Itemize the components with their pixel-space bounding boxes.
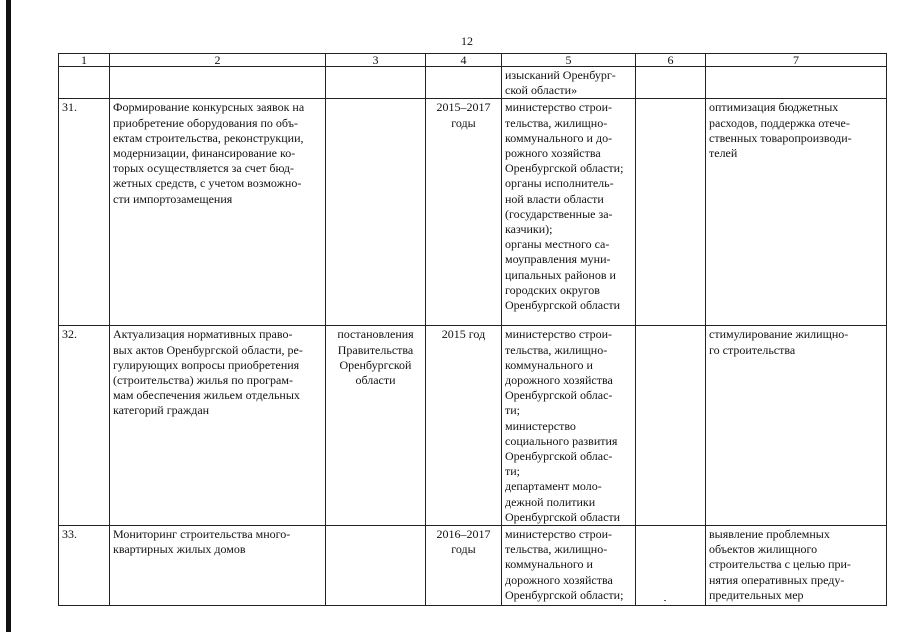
cell-text-line: оптимизация бюджетных <box>709 100 839 115</box>
cell-text-line: тельства, жилищно- <box>505 342 608 357</box>
cell-text-line: мам обеспечения жильем отдельных <box>113 388 300 403</box>
column-number: 2 <box>110 54 326 67</box>
cell-text-line: вых актов Оренбургской области, ре- <box>113 342 303 357</box>
cell-text-line: министерство <box>505 418 576 433</box>
cell-text-line: тельства, жилищно- <box>505 115 608 130</box>
period-cell <box>426 326 502 526</box>
cell-text-line: сти импортозамещения <box>113 191 233 206</box>
column-number: 1 <box>59 54 110 67</box>
cell-text-line: Оренбургской области; <box>505 587 624 602</box>
cell-text-line: дежной политики <box>505 494 596 509</box>
column-6-cell <box>636 67 706 99</box>
cell-text-line: строительства с целью при- <box>709 557 851 572</box>
cell-text-line: ципальных районов и <box>505 267 616 282</box>
table-row <box>59 326 887 526</box>
document-cell <box>326 67 426 99</box>
result-cell <box>706 326 887 526</box>
activity-cell <box>110 67 326 99</box>
cell-text-line: министерство строи- <box>505 527 613 542</box>
period-cell <box>426 99 502 326</box>
plan-table <box>58 53 887 606</box>
executors-cell <box>502 526 636 606</box>
cell-text-line: ной власти области <box>505 191 604 206</box>
cell-text-line: изысканий Оренбург- <box>505 68 616 82</box>
cell-text-line: го строительства <box>709 342 796 357</box>
cell-text-line: Оренбургской <box>339 357 412 372</box>
column-number: 4 <box>426 54 502 67</box>
period-cell <box>426 526 502 606</box>
cell-text-line: нятия оперативных преду- <box>709 572 845 587</box>
cell-text-line: Оренбургской облас- <box>505 388 613 403</box>
result-cell <box>706 99 887 326</box>
cell-text-line: казчики); <box>505 222 553 237</box>
table-row <box>59 99 887 326</box>
table-row <box>59 526 887 606</box>
cell-text-line: ектам строительства, реконструкции, <box>113 130 304 145</box>
cell-text-line: дорожного хозяйства <box>505 373 613 388</box>
cell-text-line: стимулирование жилищно- <box>709 327 849 342</box>
cell-text-line: Формирование конкурсных заявок на <box>113 100 305 115</box>
column-6-cell <box>636 526 706 606</box>
executors-cell <box>502 326 636 526</box>
cell-text-line: органы местного са- <box>505 237 610 252</box>
cell-text-line: департамент моло- <box>505 479 602 494</box>
cell-text-line: Оренбургской области <box>505 298 621 313</box>
cell-text-line: ской области» <box>505 83 578 98</box>
cell-text-line: Правительства <box>337 342 414 357</box>
cell-text-line: предительных мер <box>709 587 804 602</box>
page-edge-bar <box>6 0 11 632</box>
cell-text-line: телей <box>709 146 738 161</box>
cell-text-line: квартирных жилых домов <box>113 542 246 557</box>
cell-text-line: годы <box>451 542 476 557</box>
cell-text-line: годы <box>451 115 476 130</box>
row-number-cell <box>59 67 110 99</box>
cell-text-line: тельства, жилищно- <box>505 542 608 557</box>
cell-text-line: коммунального и <box>505 557 593 572</box>
cell-text-line: категорий граждан <box>113 403 210 418</box>
cell-text-line: приобретение оборудования по объ- <box>113 115 298 130</box>
document-cell <box>326 526 426 606</box>
cell-text-line: рожного хозяйства <box>505 146 601 161</box>
cell-text-line: объектов жилищного <box>709 542 818 557</box>
cell-text-line: выявление проблемных <box>709 527 830 542</box>
row-number-cell: 33. <box>59 526 110 606</box>
column-6-cell <box>636 326 706 526</box>
table-row <box>59 67 887 99</box>
cell-text-line: ти; <box>505 403 520 418</box>
cell-text-line: ственных товаропроизводи- <box>709 130 852 145</box>
cell-text-line: области <box>355 373 396 388</box>
scan-speck <box>664 600 666 601</box>
column-number: 6 <box>636 54 706 67</box>
activity-cell <box>110 526 326 606</box>
cell-text-line: министерство строи- <box>505 100 613 115</box>
cell-text-line: жетных средств, с учетом возможно- <box>113 176 302 191</box>
column-number-row <box>59 54 887 67</box>
cell-text-line: Оренбургской области; <box>505 161 624 176</box>
column-6-cell <box>636 99 706 326</box>
row-number-cell: 31. <box>59 99 110 326</box>
result-cell <box>706 67 887 99</box>
executors-cell <box>502 99 636 326</box>
cell-text-line: моуправления муни- <box>505 252 611 267</box>
cell-text-line: торых осуществляется за счет бюд- <box>113 161 294 176</box>
cell-text-line: Оренбургской облас- <box>505 449 613 464</box>
executors-cell <box>502 67 636 99</box>
activity-cell <box>110 99 326 326</box>
cell-text-line: Мониторинг строительства много- <box>113 527 291 542</box>
cell-text-line: министерство строи- <box>505 327 613 342</box>
cell-text-line: коммунального и <box>505 357 593 372</box>
row-number-cell: 32. <box>59 326 110 526</box>
column-number: 3 <box>326 54 426 67</box>
cell-text-line: 2015–2017 <box>436 100 491 115</box>
column-number: 7 <box>706 54 887 67</box>
document-cell <box>326 99 426 326</box>
result-cell <box>706 526 887 606</box>
cell-text-line: социального развития <box>505 433 618 448</box>
cell-text-line: постановления <box>337 327 414 342</box>
page-number: 12 <box>461 34 473 48</box>
cell-text-line: органы исполнитель- <box>505 176 614 191</box>
cell-text-line: (строительства) жилья по програм- <box>113 373 293 388</box>
cell-text-line: гулирующих вопросы приобретения <box>113 357 300 372</box>
cell-text-line: 2015 год <box>441 327 486 342</box>
column-number: 5 <box>502 54 636 67</box>
cell-text-line: коммунального и до- <box>505 130 613 145</box>
cell-text-line: ти; <box>505 464 520 479</box>
period-cell <box>426 67 502 99</box>
cell-text-line: Актуализация нормативных право- <box>113 327 293 342</box>
activity-cell <box>110 326 326 526</box>
cell-text-line: дорожного хозяйства <box>505 572 613 587</box>
document-cell <box>326 326 426 526</box>
cell-text-line: модернизации, финансирование ко- <box>113 146 296 161</box>
cell-text-line: расходов, поддержка отече- <box>709 115 850 130</box>
cell-text-line: (государственные за- <box>505 206 613 221</box>
cell-text-line: городских округов <box>505 282 600 297</box>
cell-text-line: Оренбургской области <box>505 509 621 524</box>
cell-text-line: 2016–2017 <box>436 527 491 542</box>
